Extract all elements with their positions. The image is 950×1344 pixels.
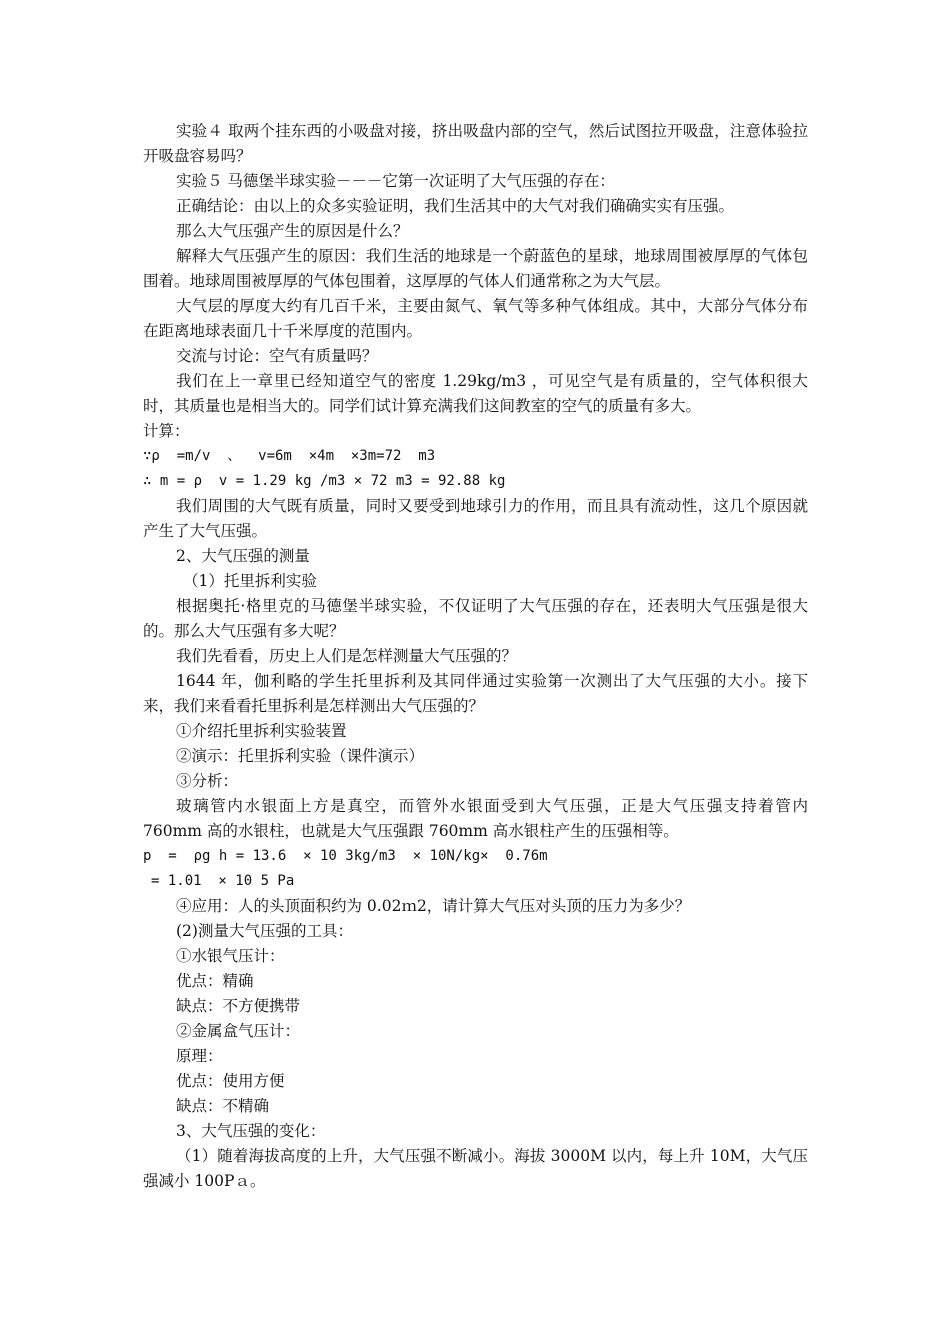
- paragraph-experiment-4: 实验４ 取两个挂东西的小吸盘对接，挤出吸盘内部的空气，然后试图拉开吸盘，注意体验拉开吸盘容易吗？: [143, 122, 808, 165]
- heading-changes: 3、大气压强的变化：: [176, 1122, 326, 1140]
- paragraph-altitude: （1）随着海拔高度的上升，大气压强不断减小。海拔 3000M 以内，每上升 10M，大气压强减小 100Pａ。: [143, 1147, 808, 1190]
- text-con-inaccurate: 缺点：不精确: [176, 1097, 270, 1115]
- paragraph-summary-cause: 我们周围的大气既有质量，同时又要受到地球引力的作用，而且具有流动性，这几个原因就产生了大气压强。: [143, 497, 808, 540]
- paragraph-question-cause: 那么大气压强产生的原因是什么？: [176, 222, 409, 240]
- heading-measurement: 2、大气压强的测量: [176, 547, 310, 565]
- formula-pressure-result: = 1.01 × 10 5 Pa: [151, 873, 295, 889]
- paragraph-magdeburg: 根据奥托·格里克的马德堡半球实验，不仅证明了大气压强的存在，还表明大气压强是很大的。那么大气压强有多大呢？: [143, 597, 808, 640]
- heading-tools: (2)测量大气压强的工具：: [176, 922, 353, 940]
- paragraph-history: 我们先看看，历史上人们是怎样测量大气压强的？: [176, 647, 518, 665]
- paragraph-explain-cause: 解释大气压强产生的原因：我们生活的地球是一个蔚蓝色的星球，地球周围被厚厚的气体包围着。地球周围被厚厚的气体包围着，这厚厚的气体人们通常称之为大气层。: [143, 247, 808, 290]
- list-item-mercury-barometer: ①水银气压计：: [176, 947, 285, 965]
- label-calculation: 计算：: [143, 422, 190, 440]
- paragraph-vacuum: 玻璃管内水银面上方是真空，而管外水银面受到大气压强，正是大气压强支持着管内 760mm 高的水银柱，也就是大气压强跟 760mm 高水银柱产生的压强相等。: [143, 797, 808, 840]
- paragraph-atmosphere-thickness: 大气层的厚度大约有几百千米，主要由氮气、氧气等多种气体组成。其中，大部分气体分布在距离地球表面几十千米厚度的范围内。: [143, 297, 808, 340]
- list-item-aneroid-barometer: ②金属盒气压计：: [176, 1022, 301, 1040]
- paragraph-air-density: 我们在上一章里已经知道空气的密度 1.29kg/m3 ，可见空气是有质量的，空气体积很大时，其质量也是相当大的。同学们试计算充满我们这间教室的空气的质量有多大。: [143, 372, 808, 415]
- paragraph-discussion: 交流与讨论：空气有质量吗？: [176, 347, 378, 365]
- list-item-analysis: ③分析：: [176, 772, 239, 790]
- list-item-application: ④应用：人的头顶面积约为 0.02ｍ2，请计算大气压对头顶的压力为多少？: [176, 897, 691, 915]
- text-pro-accurate: 优点：精确: [176, 972, 254, 990]
- text-con-portable: 缺点：不方便携带: [176, 997, 301, 1015]
- text-pro-convenient: 优点：使用方便: [176, 1072, 285, 1090]
- document-body: [143, 119, 808, 1194]
- list-item-introduce: ①介绍托里拆利实验装置: [176, 722, 347, 740]
- heading-torricelli: （1）托里拆利实验: [183, 572, 317, 590]
- paragraph-experiment-5: 实验５ 马德堡半球实验－－－它第一次证明了大气压强的存在：: [176, 172, 615, 190]
- formula-mass: ∴ m = ρ v = 1.29 kg /m3 × 72 m3 = 92.88 kg: [143, 473, 506, 489]
- formula-pressure: p = ρg h = 13.6 × 10 3kg/m3 × 10N/kg× 0.76m: [143, 848, 548, 864]
- paragraph-conclusion: 正确结论：由以上的众多实验证明，我们生活其中的大气对我们确确实实有压强。: [176, 197, 735, 215]
- formula-volume: ∵ρ =m/v 、 v=6m ×4m ×3m=72 m3: [143, 448, 436, 464]
- paragraph-1644: 1644 年，伽利略的学生托里拆利及其同伴通过实验第一次测出了大气压强的大小。接下来，我们来看看托里拆利是怎样测出大气压强的？: [143, 672, 808, 715]
- text-principle: 原理：: [176, 1047, 223, 1065]
- list-item-demo: ②演示：托里拆利实验（课件演示）: [176, 747, 425, 765]
